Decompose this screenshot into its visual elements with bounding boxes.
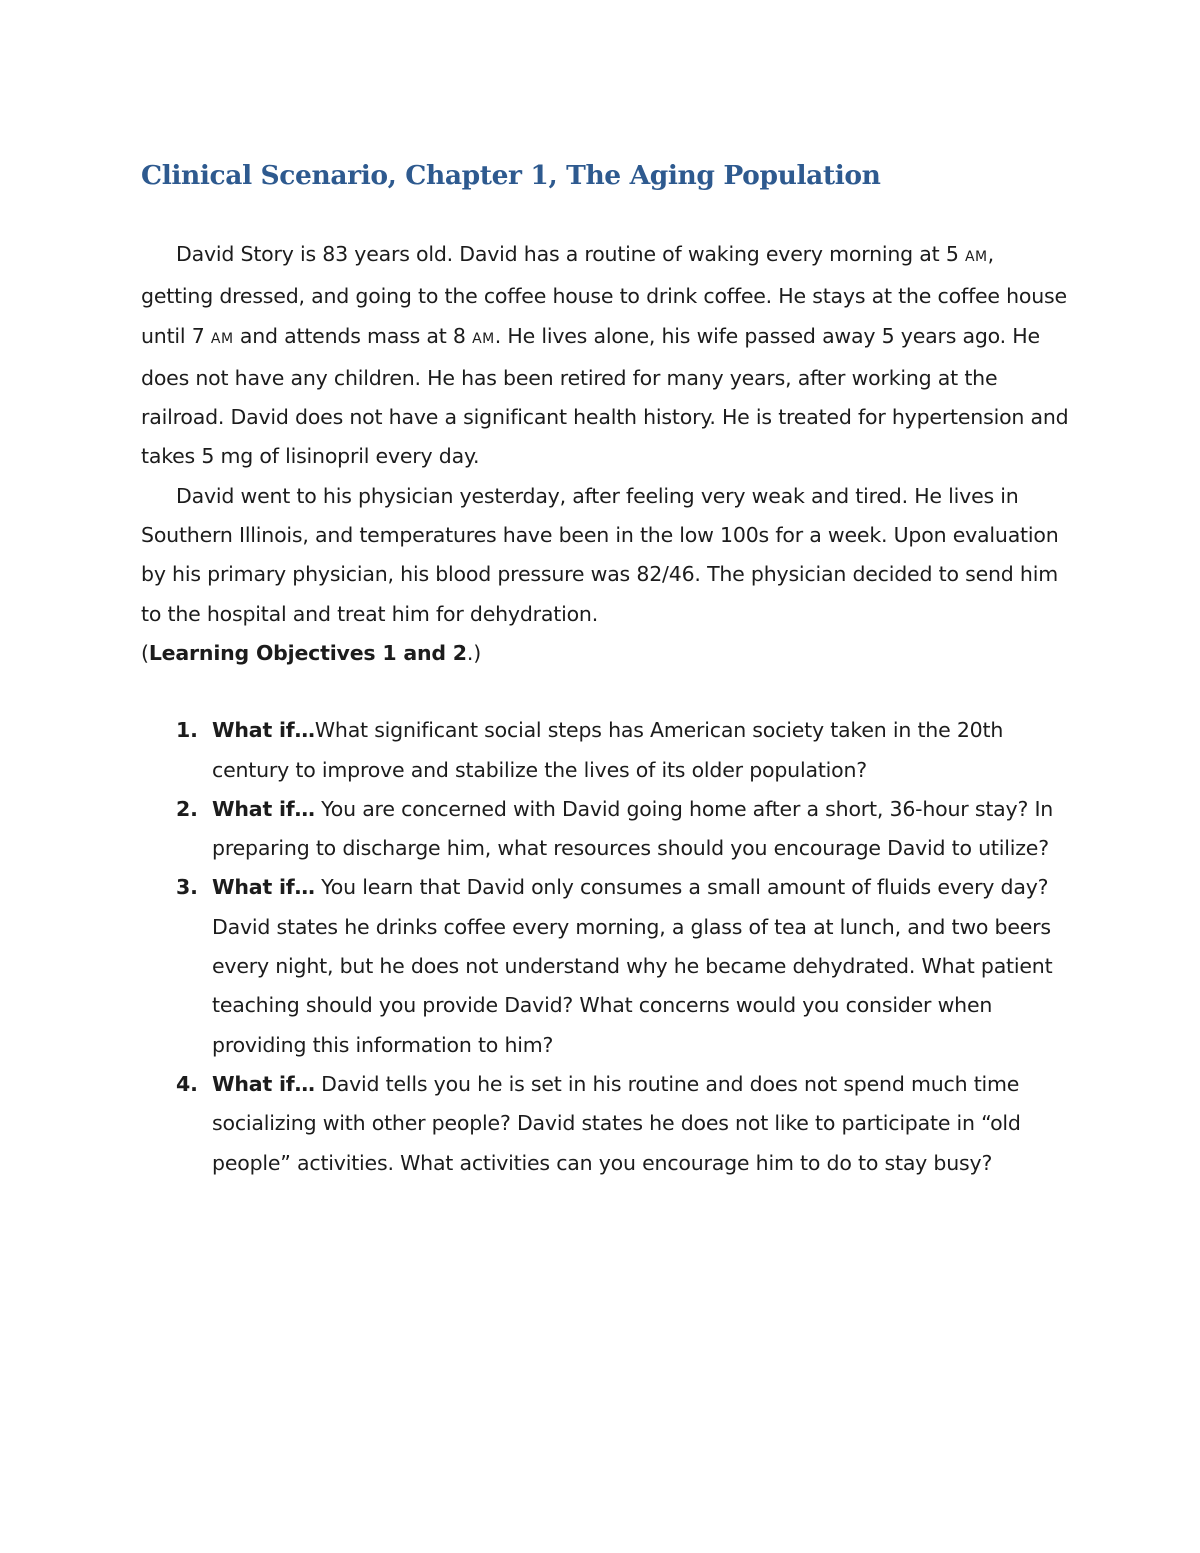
question-lead: What if… (212, 718, 315, 743)
question-text: What significant social steps has American society taken in the 20th century to improve and stabilize the lives of its older population? (212, 718, 1004, 782)
document-page (141, 160, 1071, 1183)
question-text: David tells you he is set in his routine and does not spend much time socializing with other people? David states he does not like to participate in “old people” activities. What activities can you encourage him to do to stay busy? (212, 1071, 1021, 1175)
lo-label: Learning Objectives 1 and 2 (148, 640, 467, 665)
question-number: 2. (176, 796, 198, 821)
paragraph-1-text-a: David Story is 83 years old. David has a routine of waking every morning at 5 (176, 242, 965, 266)
time-am-3: AM (472, 330, 495, 347)
question-lead: What if… (212, 1071, 315, 1096)
question-item (141, 790, 1071, 869)
question-number: 4. (176, 1071, 198, 1096)
scenario-paragraph-2: David went to his physician yesterday, after feeling very weak and tired. He lives in Southern Illinois, and temperatures have been in the low 100s for a week. Upon evaluation by his primary physician, his blood pressure was 82/46. The physician decided to send him to the hospital and treat him for dehydration. (141, 483, 1059, 626)
question-item (141, 711, 1071, 790)
question-text: You are concerned with David going home after a short, 36-hour stay? In preparing to discharge him, what resources should you encourage David to utilize? (212, 796, 1054, 861)
paragraph-1-text-d: . He lives alone, his wife passed away 5 years ago. He does not have any children. He has been retired for many years, after working at the railroad. David does not have a significant health history. He is treated for hypertension and takes 5 mg of lisinopril every day. (141, 323, 1069, 469)
lo-close: .) (466, 640, 481, 665)
question-number: 3. (176, 875, 198, 900)
question-item (141, 868, 1071, 1064)
document-title: Clinical Scenario, Chapter 1, The Aging Population (141, 160, 881, 191)
question-lead: What if… (212, 875, 315, 900)
time-am-2: AM (210, 330, 234, 347)
scenario-paragraph-1 (141, 235, 1071, 477)
paragraph-1-text-b: , getting dressed, and going to the coffee house to drink coffee. He stays at the coffee house until 7 (141, 242, 1067, 348)
question-text: You learn that David only consumes a small amount of fluids every day? David states he drinks coffee every morning, a glass of tea at lunch, and two beers every night, but he does not understand why he became dehydrated. What patient teaching should you provide David? What concerns would you consider when providing this information to him? (212, 875, 1053, 1057)
question-lead: What if… (212, 796, 315, 821)
time-am-1: AM (964, 249, 988, 265)
paragraph-1-text-c: and attends mass at 8 (233, 323, 473, 348)
lo-open-paren: ( (141, 640, 149, 665)
question-number: 1. (176, 718, 198, 743)
question-list (141, 711, 1071, 1183)
question-item (141, 1065, 1071, 1183)
learning-objectives (141, 634, 1071, 673)
